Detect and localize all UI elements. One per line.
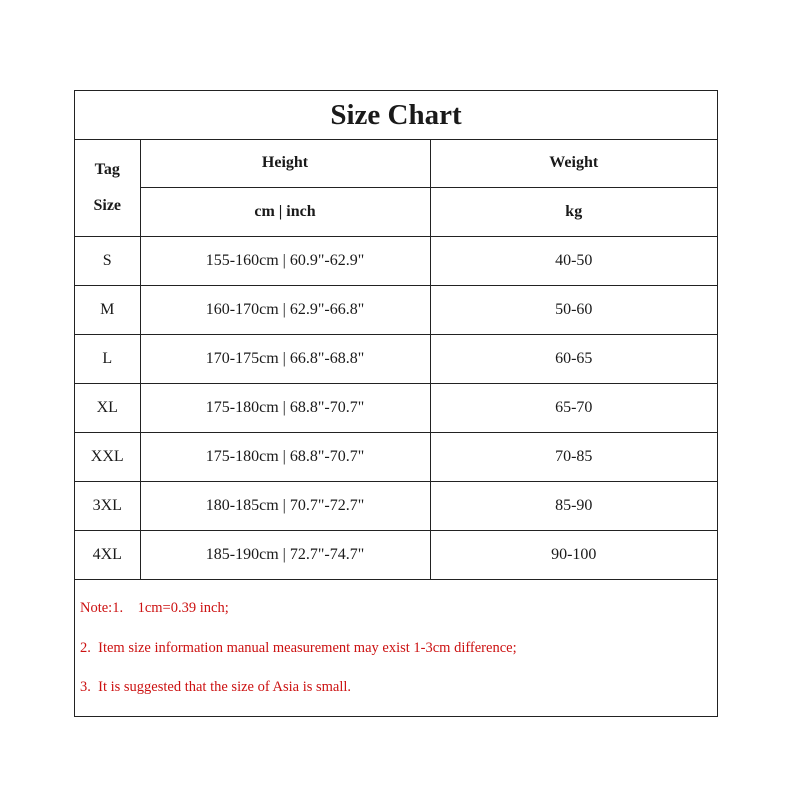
height-cell: 160-170cm | 62.9"-66.8" xyxy=(140,286,430,335)
size-chart xyxy=(74,90,718,717)
weight-cell: 65-70 xyxy=(430,384,717,433)
weight-cell: 40-50 xyxy=(430,237,717,286)
size-table xyxy=(75,139,717,580)
height-cell: 175-180cm | 68.8"-70.7" xyxy=(140,384,430,433)
note-line-1: Note:1. 1cm=0.39 inch; xyxy=(80,600,229,616)
weight-cell: 85-90 xyxy=(430,482,717,531)
table-row xyxy=(75,286,717,335)
table-row xyxy=(75,482,717,531)
notes-section xyxy=(75,582,717,716)
note-line-2: 2. Item size information manual measurement may exist 1-3cm difference; xyxy=(80,640,517,656)
table-row xyxy=(75,384,717,433)
header-row-1 xyxy=(75,139,717,188)
height-cell: 155-160cm | 60.9"-62.9" xyxy=(140,237,430,286)
size-cell: M xyxy=(75,286,140,335)
size-cell: XXL xyxy=(75,433,140,482)
size-cell: 4XL xyxy=(75,531,140,580)
weight-header: Weight xyxy=(430,139,717,188)
chart-title: Size Chart xyxy=(75,91,717,140)
weight-cell: 70-85 xyxy=(430,433,717,482)
size-cell: 3XL xyxy=(75,482,140,531)
size-header-label: Size xyxy=(93,196,122,214)
table-row xyxy=(75,433,717,482)
height-header: Height xyxy=(140,139,430,188)
weight-cell: 50-60 xyxy=(430,286,717,335)
weight-cell: 90-100 xyxy=(430,531,717,580)
note-line-3: 3. It is suggested that the size of Asia is small. xyxy=(80,679,352,695)
height-cell: 180-185cm | 70.7"-72.7" xyxy=(140,482,430,531)
weight-unit-header: kg xyxy=(430,188,717,237)
height-cell: 185-190cm | 72.7"-74.7" xyxy=(140,531,430,580)
weight-cell: 60-65 xyxy=(430,335,717,384)
table-row xyxy=(75,531,717,580)
size-cell: L xyxy=(75,335,140,384)
tag-header-label: Tag xyxy=(94,160,120,178)
size-cell: XL xyxy=(75,384,140,433)
table-row xyxy=(75,335,717,384)
size-cell: S xyxy=(75,237,140,286)
height-unit-header: cm | inch xyxy=(140,188,430,237)
header-row-2 xyxy=(75,188,717,237)
tag-size-header xyxy=(75,139,140,237)
height-cell: 175-180cm | 68.8"-70.7" xyxy=(140,433,430,482)
table-row xyxy=(75,237,717,286)
height-cell: 170-175cm | 66.8"-68.8" xyxy=(140,335,430,384)
